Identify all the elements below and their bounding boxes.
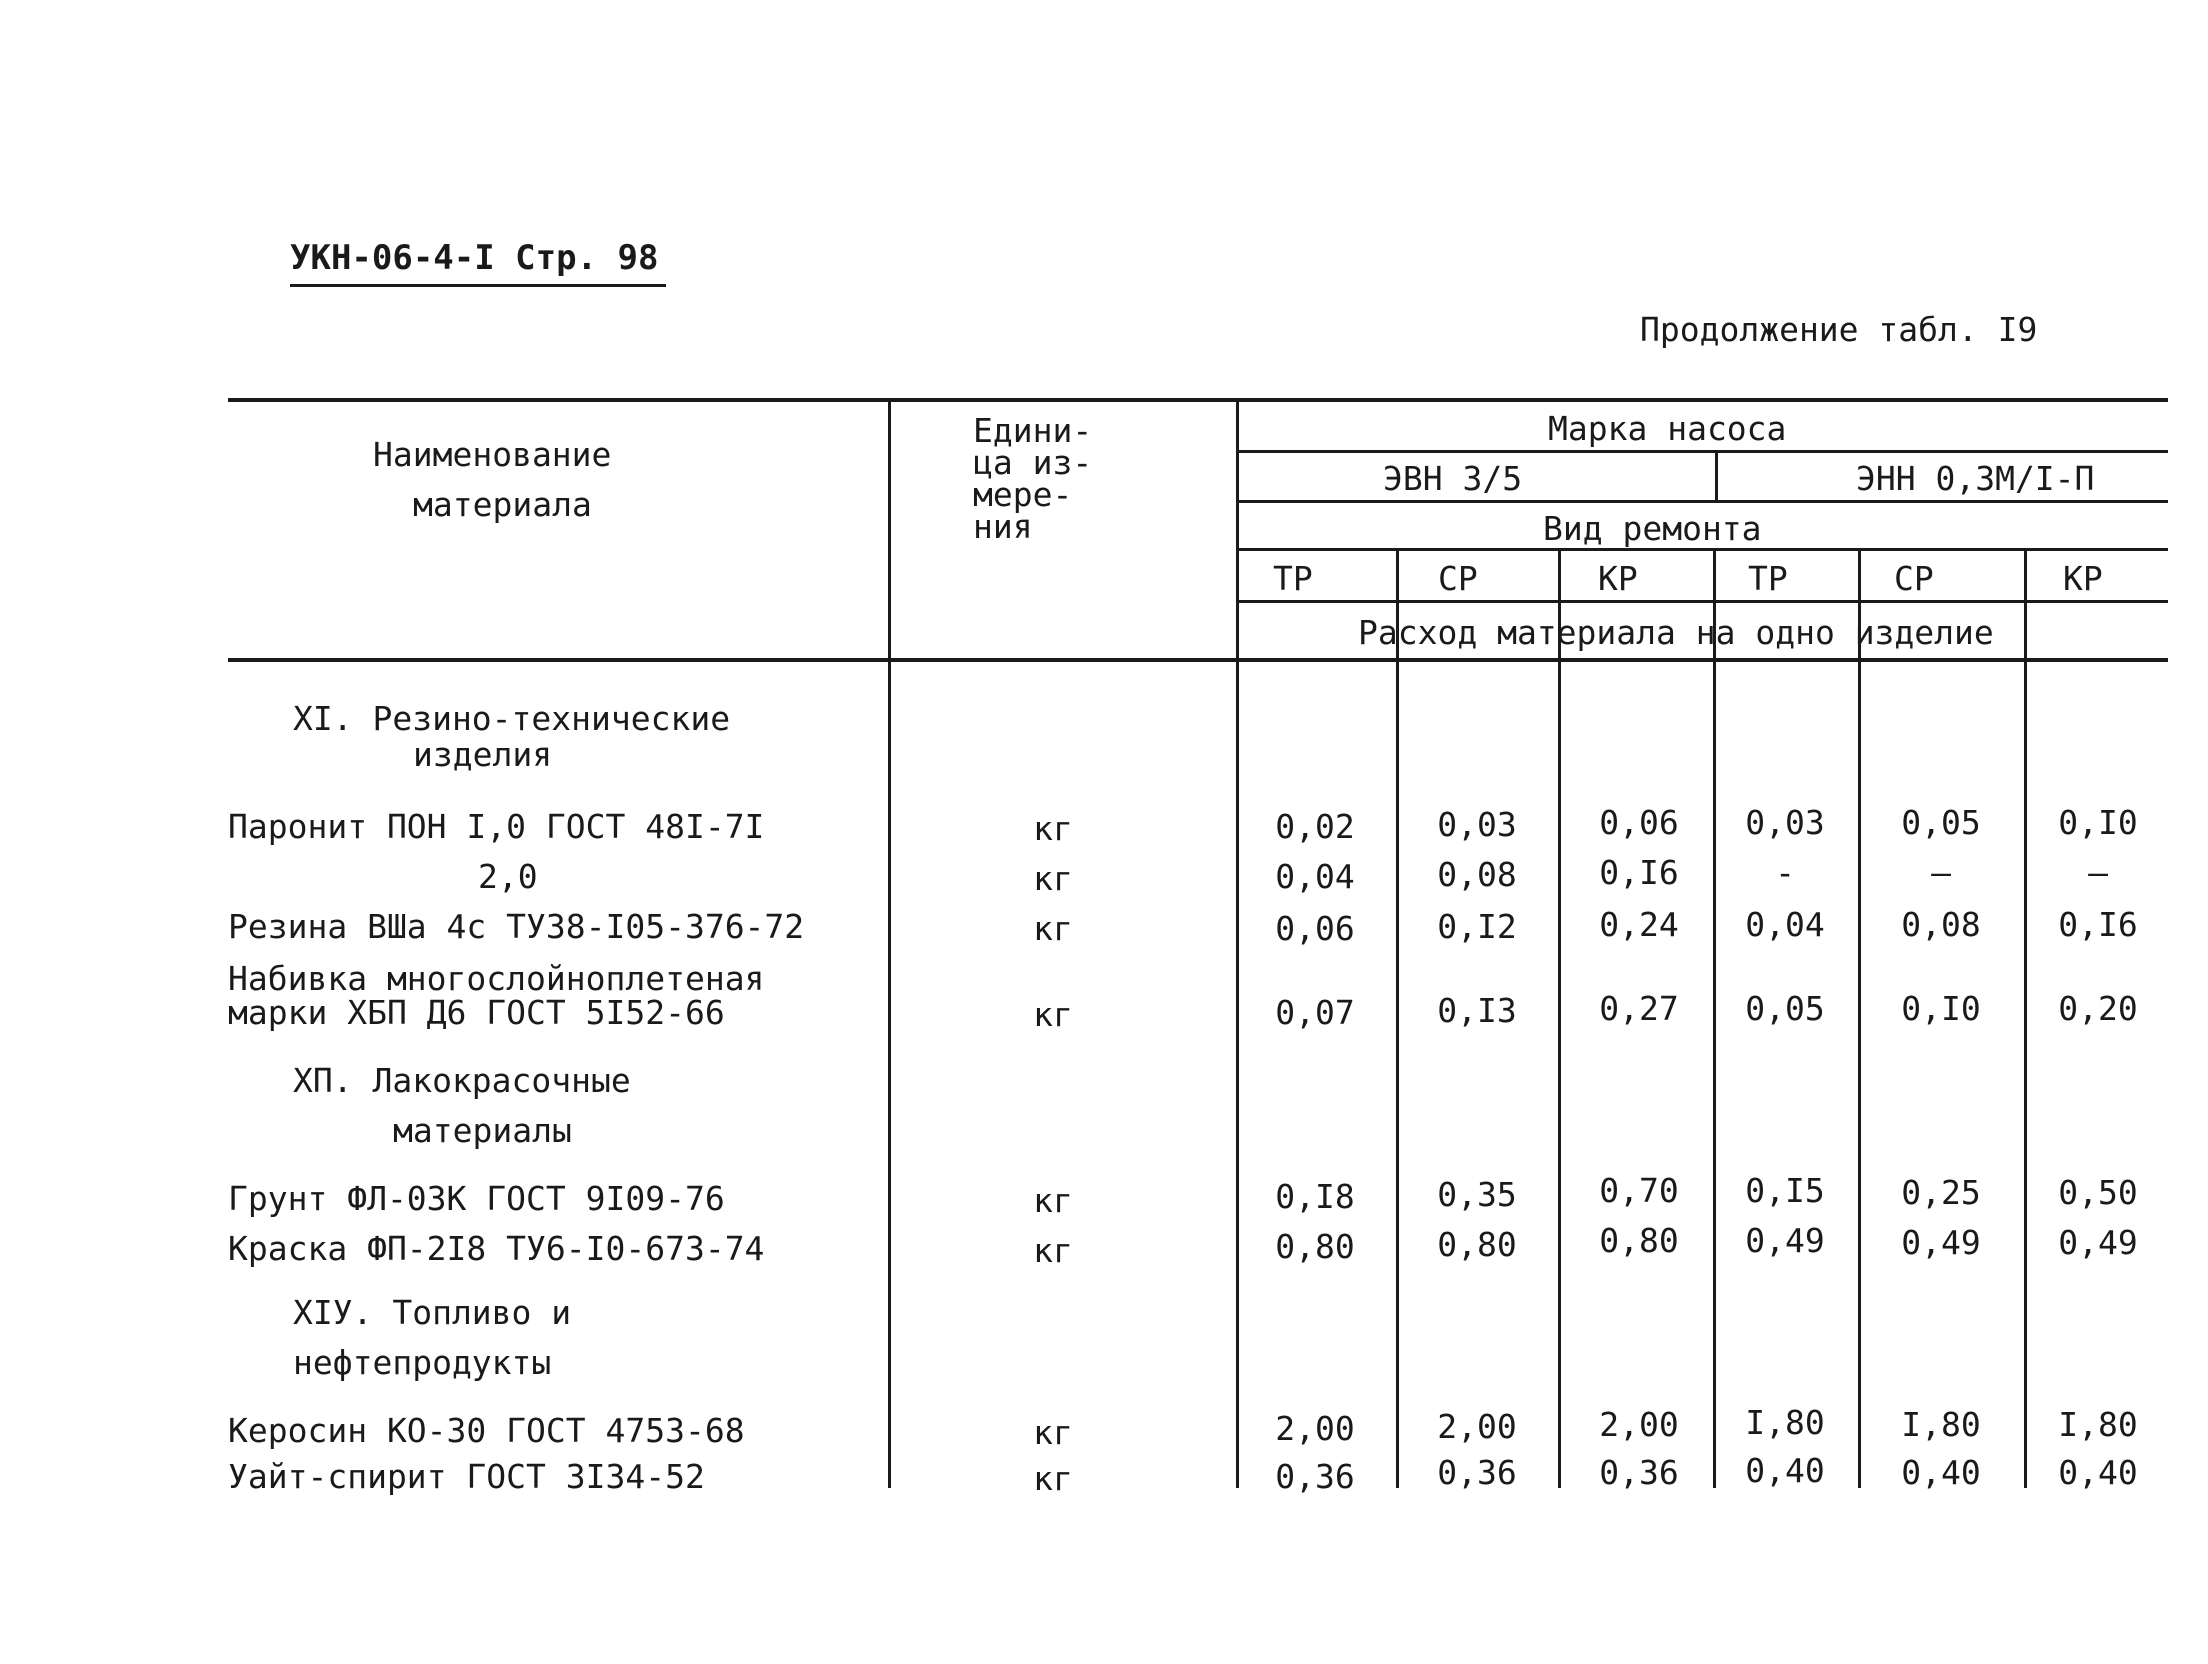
- row-value: 0,04: [1745, 905, 1825, 944]
- row-unit: кг: [1033, 995, 1073, 1034]
- row-value: 0,08: [1901, 905, 1981, 944]
- row-name: Грунт ФЛ-03К ГОСТ 9I09-76: [228, 1179, 725, 1218]
- header-bottom-rule: [228, 658, 2168, 662]
- row-value: 0,I5: [1745, 1171, 1825, 1210]
- row-value: 0,05: [1901, 803, 1981, 842]
- row-value: 0,I0: [1901, 989, 1981, 1028]
- page-code: УКН-06-4-I Стр. 98: [290, 238, 666, 287]
- pump-model-rule: [1238, 500, 2168, 503]
- table-continuation-label: Продолжение табл. I9: [1640, 310, 2038, 349]
- section-title-line2: изделия: [413, 735, 553, 774]
- repair-code-rule: [1238, 600, 2168, 603]
- materials-table: [228, 398, 2168, 1498]
- repair-code-tr-1: ТР: [1273, 559, 1313, 598]
- row-unit: кг: [1033, 909, 1073, 948]
- row-unit: кг: [1033, 809, 1073, 848]
- row-value: -: [1775, 853, 1795, 892]
- pump-model-divider: [1715, 450, 1718, 502]
- col-unit-header-line2: ца из-: [973, 443, 1093, 482]
- repair-type-rule: [1238, 548, 2168, 551]
- row-name: 2,0: [478, 857, 538, 896]
- row-name: Паронит ПОН I,0 ГОСТ 48I-7I: [228, 807, 765, 846]
- col-divider-1: [1396, 548, 1399, 1488]
- row-value: 0,03: [1745, 803, 1825, 842]
- row-value: –: [2088, 853, 2108, 892]
- row-value: 0,07: [1275, 993, 1355, 1032]
- row-value: 0,25: [1901, 1173, 1981, 1212]
- row-value: 2,00: [1437, 1407, 1517, 1446]
- col-name-header-line2: материала: [413, 485, 592, 524]
- row-value: 0,I6: [1599, 853, 1679, 892]
- row-name: Краска ФП-2I8 ТУ6-I0-673-74: [228, 1229, 765, 1268]
- section-title-line1: XIУ. Топливо и: [293, 1293, 572, 1332]
- section-title-line1: XП. Лакокрасочные: [293, 1061, 631, 1100]
- row-value: 0,08: [1437, 855, 1517, 894]
- row-value: –: [1931, 853, 1951, 892]
- table-top-rule: [228, 398, 2168, 402]
- row-value: 0,I3: [1437, 991, 1517, 1030]
- row-value: 0,I8: [1275, 1177, 1355, 1216]
- row-name: марки ХБП Д6 ГОСТ 5I52-66: [228, 993, 725, 1032]
- row-value: 0,27: [1599, 989, 1679, 1028]
- row-value: 0,70: [1599, 1171, 1679, 1210]
- col-unit-header-line4: ния: [973, 507, 1033, 546]
- row-unit: кг: [1033, 1413, 1073, 1452]
- section-title-line2: нефтепродукты: [293, 1343, 552, 1382]
- name-unit-divider: [888, 398, 891, 1488]
- pump-model-2-header: ЭНН 0,3М/I-П: [1856, 459, 2095, 498]
- col-unit-header-line1: Едини-: [973, 411, 1093, 450]
- unit-data-divider: [1236, 398, 1239, 1488]
- row-value: 0,I0: [2058, 803, 2138, 842]
- row-name: Резина ВШа 4с ТУ38-I05-376-72: [228, 907, 805, 946]
- row-value: 0,36: [1275, 1457, 1355, 1496]
- row-value: I,80: [2058, 1405, 2138, 1444]
- row-value: 0,06: [1599, 803, 1679, 842]
- row-unit: кг: [1033, 1181, 1073, 1220]
- row-unit: кг: [1033, 1459, 1073, 1498]
- consumption-header: Расход материала на одно изделие: [1358, 613, 1994, 652]
- row-value: 0,36: [1599, 1453, 1679, 1492]
- row-value: 0,40: [2058, 1453, 2138, 1492]
- row-value: 0,49: [1745, 1221, 1825, 1260]
- repair-type-header: Вид ремонта: [1543, 509, 1762, 548]
- pump-brand-header: Марка насоса: [1548, 409, 1787, 448]
- row-unit: кг: [1033, 1231, 1073, 1270]
- col-unit-header-line3: мере-: [973, 475, 1073, 514]
- section-title-line1: XI. Резино-технические: [293, 699, 731, 738]
- repair-code-tr-2: ТР: [1748, 559, 1788, 598]
- row-value: 0,36: [1437, 1453, 1517, 1492]
- row-value: 0,50: [2058, 1173, 2138, 1212]
- row-value: I,80: [1745, 1403, 1825, 1442]
- repair-code-sr-2: СР: [1894, 559, 1934, 598]
- row-value: 0,I6: [2058, 905, 2138, 944]
- row-name: Уайт-спирит ГОСТ 3I34-52: [228, 1457, 705, 1496]
- row-value: 0,80: [1437, 1225, 1517, 1264]
- row-value: 0,02: [1275, 807, 1355, 846]
- repair-code-kr-2: КР: [2063, 559, 2103, 598]
- repair-code-kr-1: КР: [1598, 559, 1638, 598]
- row-value: 0,80: [1275, 1227, 1355, 1266]
- row-value: 0,49: [2058, 1223, 2138, 1262]
- row-value: 0,20: [2058, 989, 2138, 1028]
- col-divider-2: [1558, 548, 1561, 1488]
- col-name-header-line1: Наименование: [373, 435, 612, 474]
- row-value: I,80: [1901, 1405, 1981, 1444]
- row-unit: кг: [1033, 859, 1073, 898]
- row-name: Керосин КО-30 ГОСТ 4753-68: [228, 1411, 745, 1450]
- row-value: 0,40: [1901, 1453, 1981, 1492]
- row-value: 0,04: [1275, 857, 1355, 896]
- row-value: 0,24: [1599, 905, 1679, 944]
- row-value: 0,03: [1437, 805, 1517, 844]
- pump-brand-rule: [1238, 450, 2168, 453]
- row-value: 0,05: [1745, 989, 1825, 1028]
- row-value: 0,49: [1901, 1223, 1981, 1262]
- row-value: 2,00: [1275, 1409, 1355, 1448]
- row-value: 0,40: [1745, 1451, 1825, 1490]
- section-title-line2: материалы: [393, 1111, 572, 1150]
- row-value: 0,80: [1599, 1221, 1679, 1260]
- pump-model-1-header: ЭВН 3/5: [1383, 459, 1523, 498]
- repair-code-sr-1: СР: [1438, 559, 1478, 598]
- row-value: 0,I2: [1437, 907, 1517, 946]
- row-value: 0,06: [1275, 909, 1355, 948]
- row-value: 0,35: [1437, 1175, 1517, 1214]
- row-name: Набивка многослойноплетеная: [228, 959, 765, 998]
- row-value: 2,00: [1599, 1405, 1679, 1444]
